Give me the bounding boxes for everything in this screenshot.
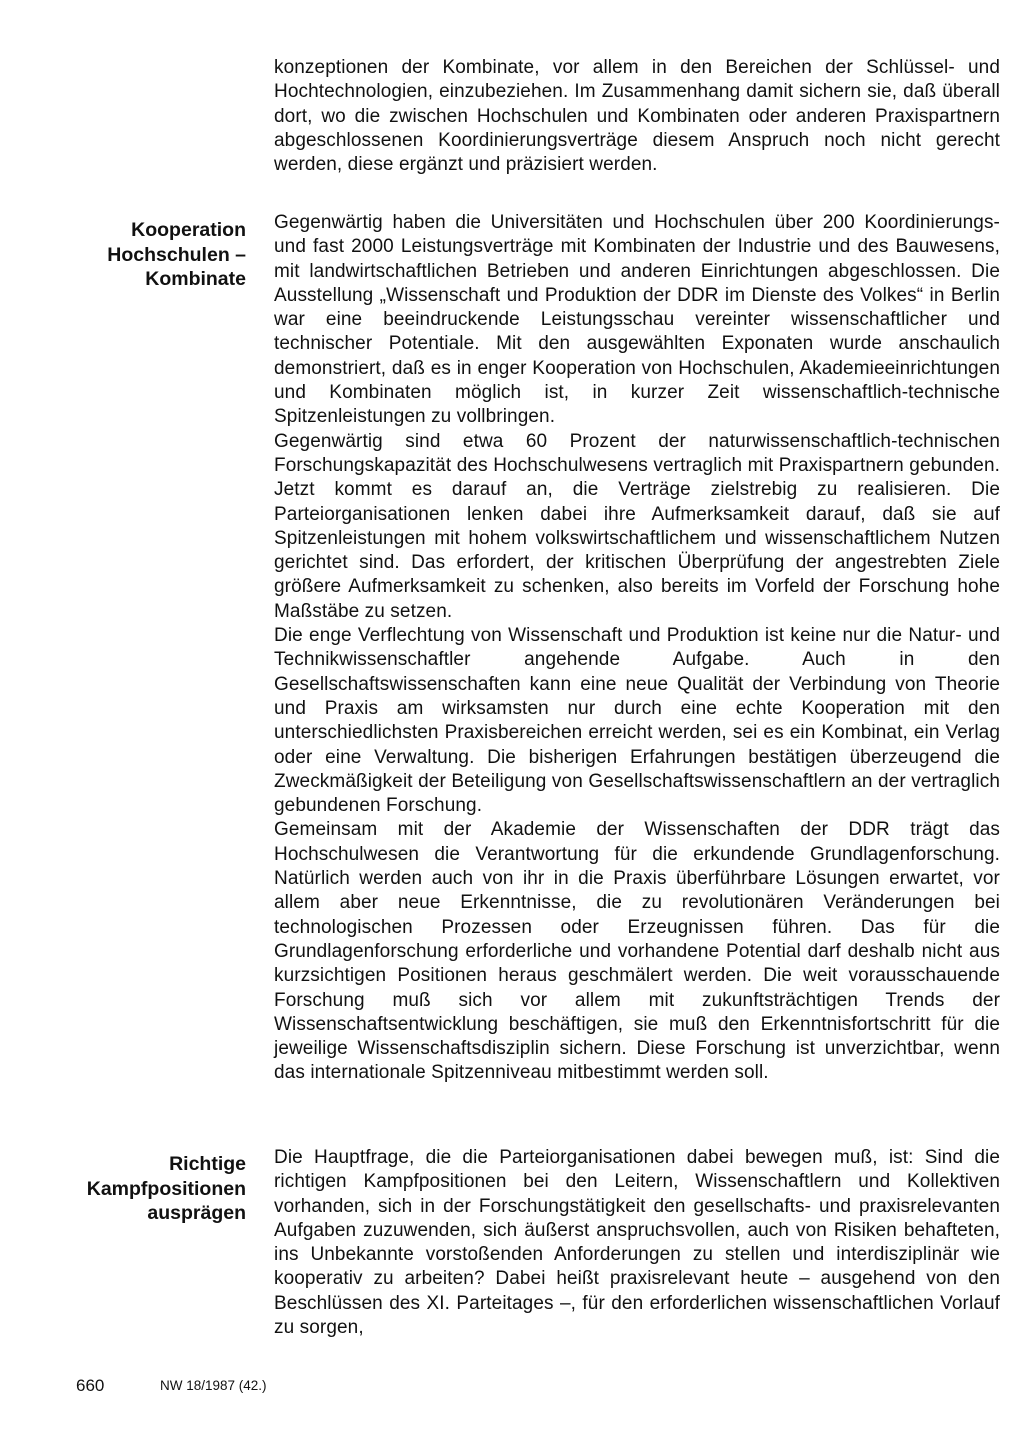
paragraph: Die Hauptfrage, die die Parteiorganisationen dabei bewegen muß, ist: Sind die richtigen Kampfpositionen bei den Leitern, Wissenschaftlern und Kollektiven vorhanden, sich in der Forschungstätigkeit den gesellschafts- und praxisrelevanten Aufgaben zuzuwenden, sich äußerst anspruchsvollen, auch von Risiken behafteten, ins Unbekannte vorstoßenden Anforderungen zu stellen und interdisziplinär wie kooperativ zu arbeiten? Dabei heißt praxisrelevant heute – ausgehend von den Beschlüssen des XI. Parteitages –, für den erforderlichen wissenschaftlichen Vorlauf zu sorgen, bbox=[274, 1147, 1000, 1339]
section-kampfpositionen-text bbox=[274, 1146, 1000, 1340]
journal-reference: NW 18/1987 (42.) bbox=[160, 1378, 267, 1393]
paragraph: Gegenwärtig haben die Universitäten und Hochschulen über 200 Koordinierungs- und fast 2000 Leistungsverträge mit Kombinaten der Industrie und des Bauwesens, mit landwirtschaftlichen Betrieben und anderen Einrichtungen abgeschlossen. Die Ausstellung „Wissenschaft und Produktion der DDR im Dienste des Volkes“ in Berlin war eine beeindruckende Leistungsschau vereinter wissenschaftlicher und technischer Potentiale. Mit den ausgewählten Exponaten wurde anschaulich demonstriert, daß es in enger Kooperation von Hochschulen, Akademieeinrichtungen und Kombinaten möglich ist, in kurzer Zeit wissenschaftlich-technische Spitzenleistungen zu vollbringen. bbox=[274, 212, 1000, 428]
paragraph: Gemeinsam mit der Akademie der Wissenschaften der DDR trägt das Hochschulwesen die Verantwortung für die erkundende Grundlagenforschung. Natürlich werden auch von ihr in die Praxis überführbare Lösungen erwartet, vor allem aber neue Erkenntnisse, die zu revolutionären Veränderungen bei technologischen Prozessen oder Erzeugnissen führen. Das für die Grundlagenforschung erforderliche und vorhandene Potential darf deshalb nicht aus kurzsichtigen Positionen heraus geschmälert werden. Die weit vorausschauende Forschung muß sich vor allem mit zukunftsträchtigen Trends der Wissenschaftsentwicklung beschäftigen, sie muß den Erkenntnisfortschritt für die jeweilige Wissenschaftsdisziplin sichern. Diese Forschung ist unverzichtbar, wenn das internationale Spitzenniveau mitbestimmt werden soll. bbox=[274, 819, 1000, 1084]
margin-heading-line: Hochschulen – bbox=[107, 243, 246, 266]
margin-heading-kooperation bbox=[0, 218, 246, 292]
margin-heading-line: Kooperation bbox=[131, 219, 246, 241]
paragraph: konzeptionen der Kombinate, vor allem in den Bereichen der Schlüssel- und Hochtechnologien, einzubeziehen. Im Zusammenhang damit sichern sie, daß überall dort, wo die zwischen Hochschulen und Kombinaten oder anderen Praxispartnern abgeschlossenen Koordinierungsverträge diesem Anspruch noch nicht gerecht werden, diese ergänzt und präzisiert werden. bbox=[274, 57, 1000, 176]
paragraph: Gegenwärtig sind etwa 60 Prozent der naturwissenschaftlich-technischen Forschungskapazität des Hochschulwesens vertraglich mit Praxispartnern gebunden. Jetzt kommt es darauf an, die Verträge zielstrebig zu realisieren. Die Parteiorganisationen lenken dabei ihre Aufmerksamkeit darauf, daß sie auf Spitzenleistungen mit hohem volkswirtschaftlichem und wissenschaftlichem Nutzen gerichtet sind. Das erfordert, der kritischen Überprüfung der angestrebten Ziele größere Aufmerksamkeit zu schenken, also bereits im Vorfeld der Forschung hohe Maßstäbe zu setzen. bbox=[274, 430, 1000, 622]
intro-text bbox=[274, 56, 1000, 177]
page-number: 660 bbox=[76, 1376, 105, 1395]
margin-heading-line: Kombinate bbox=[145, 268, 246, 290]
margin-heading-kampfpositionen bbox=[0, 1152, 246, 1226]
margin-heading-line: ausprägen bbox=[147, 1202, 246, 1224]
section-kooperation-text bbox=[274, 211, 1000, 1086]
paragraph: Die enge Verflechtung von Wissenschaft und Produktion ist keine nur die Natur- und Technikwissenschaftler angehende Aufgabe. Auch in den Gesellschaftswissenschaften kann eine neue Qualität der Verbindung von Theorie und Praxis am wirksamsten nur durch eine echte Kooperation mit den unterschiedlichsten Praxisbereichen erreicht werden, sei es ein Kombinat, ein Verlag oder eine Verwaltung. Die bisherigen Erfahrungen bestätigen überzeugend die Zweckmäßigkeit der Beteiligung von Gesellschaftswissenschaftlern an der vertraglich gebundenen Forschung. bbox=[274, 625, 1000, 817]
margin-heading-line: Kampfpositionen bbox=[86, 1177, 246, 1200]
margin-heading-line: Richtige bbox=[169, 1153, 246, 1175]
